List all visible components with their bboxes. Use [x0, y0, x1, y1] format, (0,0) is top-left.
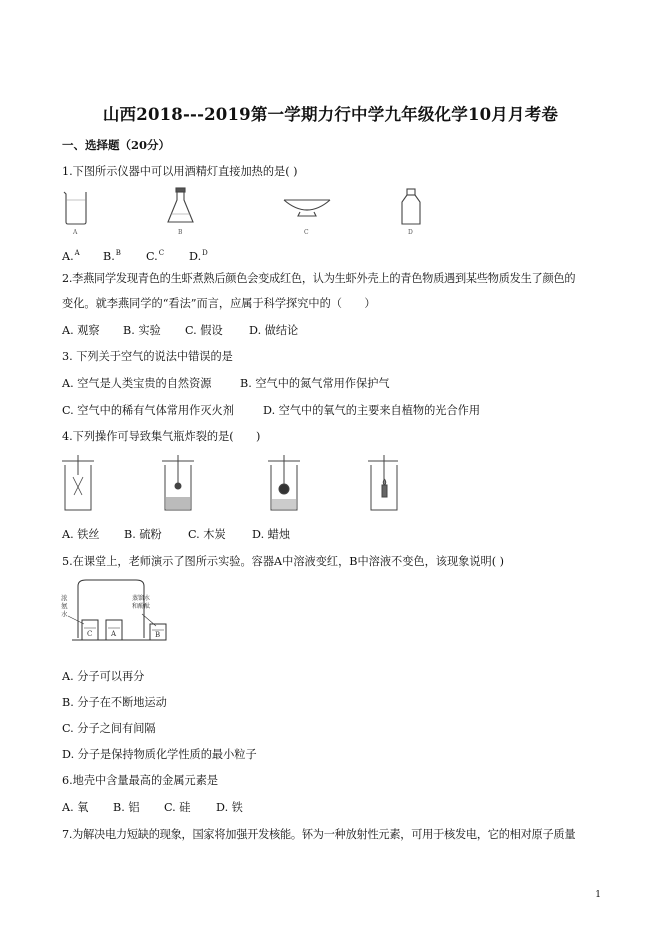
question-4: 4.下列操作可导致集气瓶炸裂的是( ): [62, 430, 261, 443]
q5-beaker-label-c: C: [87, 630, 93, 638]
gas-jar-charcoal-icon: [268, 455, 300, 510]
q6-option-d[interactable]: D. 铁: [216, 801, 243, 814]
question-3: 3. 下列关于空气的说法中错误的是: [62, 350, 233, 363]
q5-label-ammonia-1: 浓: [61, 594, 68, 602]
q3-option-b[interactable]: B. 空气中的氮气常用作保护气: [240, 377, 390, 390]
q4-option-c[interactable]: C. 木炭: [188, 528, 226, 541]
q3-option-d[interactable]: D. 空气中的氧气的主要来自植物的光合作用: [263, 404, 481, 417]
section-heading: 一、选择题（20分）: [62, 138, 171, 152]
question-2-line-2: 变化。就李燕同学的“看法”而言，应属于科学探究中的（ ）: [62, 297, 376, 310]
q5-label-ammonia-3: 水: [61, 610, 68, 618]
q5-option-a[interactable]: A. 分子可以再分: [62, 670, 145, 683]
gas-jar-sulfur-icon: [162, 455, 194, 510]
gas-jar-iron-icon: [62, 455, 94, 510]
q5-option-d[interactable]: D. 分子是保持物质化学性质的最小粒子: [62, 748, 257, 761]
q4-option-d[interactable]: D. 蜡烛: [252, 528, 291, 541]
q5-label-ammonia-2: 氨: [61, 602, 68, 610]
q4-option-a[interactable]: A. 铁丝: [62, 528, 100, 541]
q1-option-a[interactable]: A.$^A$: [62, 249, 80, 263]
q5-beaker-label-a: A: [111, 630, 117, 638]
reagent-bottle-icon: [402, 189, 420, 224]
q2-option-d[interactable]: D. 做结论: [249, 324, 299, 337]
q2-option-a[interactable]: A. 观察: [62, 324, 100, 337]
page-title: 山西2018---2019第一学期力行中学九年级化学10月月考卷: [102, 105, 559, 124]
q5-beaker-label-b: B: [155, 631, 161, 639]
beaker-icon: [64, 192, 86, 224]
q6-option-a[interactable]: A. 氧: [62, 801, 89, 814]
q4-figure: [58, 455, 398, 517]
q2-option-b[interactable]: B. 实验: [123, 324, 161, 337]
q3-option-a[interactable]: A. 空气是人类宝贵的自然资源: [62, 377, 212, 390]
question-7: 7.为解决电力短缺的现象，国家将加强开发核能。钚为一种放射性元素，可用于核发电，它的相对原子质量: [62, 828, 576, 841]
q5-label-water-1: 蒸馏水: [132, 595, 151, 602]
q2-option-c[interactable]: C. 假设: [185, 324, 223, 337]
page-number: 1: [595, 890, 601, 900]
evaporating-dish-icon: [284, 200, 330, 216]
question-6: 6.地壳中含量最高的金属元素是: [62, 774, 219, 787]
q1-option-d[interactable]: D.$^D$: [189, 249, 208, 263]
question-1: 1.下图所示仪器中可以用酒精灯直接加热的是( ): [62, 165, 298, 178]
q5-figure: [58, 578, 188, 650]
gas-jar-candle-icon: [368, 455, 398, 510]
q1-option-b[interactable]: B.$^B$: [103, 249, 121, 263]
q1-fig-label-c: C: [304, 229, 309, 236]
q3-option-c[interactable]: C. 空气中的稀有气体常用作灭火剂: [62, 404, 234, 417]
question-5: 5.在课堂上，老师演示了图所示实验。容器A中溶液变红，B中溶液不变色，该现象说明( ): [62, 555, 505, 568]
q1-figure: [60, 186, 440, 238]
flask-icon: [168, 188, 193, 222]
q5-option-b[interactable]: B. 分子在不断地运动: [62, 696, 167, 709]
q1-fig-label-a: A: [73, 229, 78, 236]
q1-fig-label-b: B: [178, 229, 183, 236]
q1-option-c[interactable]: C.$^C$: [146, 249, 165, 263]
question-2-line-1: 2.李燕同学发现青色的生虾煮熟后颜色会变成红色，认为生虾外壳上的青色物质遇到某些物质发生了颜色的: [62, 272, 576, 285]
q6-option-b[interactable]: B. 铝: [113, 801, 140, 814]
q1-fig-label-d: D: [408, 229, 413, 236]
q4-option-b[interactable]: B. 硫粉: [124, 528, 162, 541]
q6-option-c[interactable]: C. 硅: [164, 801, 191, 814]
q5-option-c[interactable]: C. 分子之间有间隔: [62, 722, 156, 735]
q5-label-water-2: 和酚酞: [132, 603, 151, 610]
